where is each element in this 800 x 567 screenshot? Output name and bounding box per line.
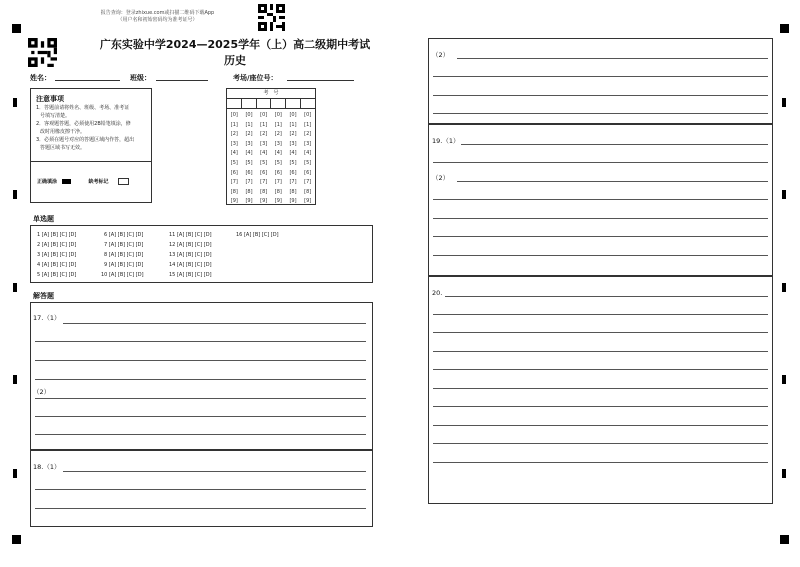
mc-section-title: 单选题 [33, 215, 54, 223]
answer-line[interactable] [433, 95, 768, 96]
answer-line[interactable] [433, 351, 768, 352]
legend [37, 178, 129, 185]
corner-mark [780, 24, 789, 33]
mc-question[interactable]: 5 [A] [B] [C] [D] [37, 272, 77, 278]
digit-column[interactable]: [0] [1] [2] [3] [4] [5] [6] [7] [8] [9] [260, 112, 268, 205]
q17-part1-label: 17.（1） [33, 314, 61, 322]
notice-item: 2．客观题答题，必须使用2B铅笔填涂，修 [36, 121, 131, 127]
mc-question[interactable]: 15 [A] [B] [C] [D] [169, 272, 212, 278]
mc-question[interactable]: 1 [A] [B] [C] [D] [37, 232, 77, 238]
answer-line[interactable] [433, 332, 768, 333]
exam-number-write-row [227, 99, 315, 109]
exam-number-cell[interactable] [227, 99, 242, 108]
answer-line[interactable] [63, 323, 366, 324]
answer-line[interactable] [35, 398, 366, 399]
answer-line[interactable] [35, 360, 366, 361]
exam-number-grid [226, 88, 316, 205]
timing-mark [782, 283, 786, 292]
qr-code-icon [258, 4, 285, 31]
exam-number-title: 考 号 [227, 89, 315, 99]
answer-line[interactable] [35, 341, 366, 342]
mc-question[interactable]: 6 [A] [B] [C] [D] [104, 232, 144, 238]
answer-line[interactable] [433, 388, 768, 389]
timing-mark [13, 190, 17, 199]
mc-question[interactable]: 4 [A] [B] [C] [D] [37, 262, 77, 268]
q18-part2-label: （2） [432, 51, 450, 59]
timing-mark [782, 190, 786, 199]
answer-line[interactable] [433, 406, 768, 407]
digit-column[interactable]: [0] [1] [2] [3] [4] [5] [6] [7] [8] [9] [245, 112, 253, 205]
page-title: 广东实验中学2024—2025学年（上）高二级期中考试 [99, 38, 371, 51]
exam-number-cell[interactable] [257, 99, 272, 108]
mc-box [30, 225, 373, 283]
notice-item: 3．必须在题号对应的答题区域内作答，超出 [36, 137, 135, 143]
q18-part1-label: 18.（1） [33, 463, 61, 471]
exam-number-cell[interactable] [271, 99, 286, 108]
answer-line[interactable] [433, 443, 768, 444]
report-notice [60, 10, 255, 24]
notice-item: 1．答题前请将姓名、班级、考场、准考证 [36, 105, 130, 111]
timing-mark [782, 98, 786, 107]
timing-mark [13, 98, 17, 107]
answer-line[interactable] [433, 113, 768, 114]
answer-line[interactable] [35, 434, 366, 435]
exam-number-cell[interactable] [242, 99, 257, 108]
correct-fill-label: 正确填涂 [37, 179, 58, 185]
mc-question[interactable]: 3 [A] [B] [C] [D] [37, 252, 77, 258]
digit-column[interactable]: [0] [1] [2] [3] [4] [5] [6] [7] [8] [9] [230, 112, 238, 205]
mc-question[interactable]: 16 [A] [B] [C] [D] [236, 232, 279, 238]
answer-line[interactable] [433, 462, 768, 463]
answer-line[interactable] [433, 255, 768, 256]
digit-column[interactable]: [0] [1] [2] [3] [4] [5] [6] [7] [8] [9] [289, 112, 297, 205]
notice-item: 答题区域书写无效。 [40, 145, 86, 151]
correct-fill-swatch [62, 179, 71, 184]
answer-line[interactable] [433, 76, 768, 77]
essay-section-title: 解答题 [33, 292, 54, 300]
answer-line[interactable] [433, 236, 768, 237]
mc-question[interactable]: 10 [A] [B] [C] [D] [101, 272, 144, 278]
q20-label: 20. [432, 289, 443, 297]
answer-line[interactable] [35, 508, 366, 509]
timing-mark [13, 469, 17, 478]
corner-mark [12, 535, 21, 544]
answer-line[interactable] [35, 379, 366, 380]
exam-number-digits [227, 109, 315, 207]
q19-part2-label: （2） [432, 174, 450, 182]
qr-code-icon [28, 38, 57, 67]
class-field[interactable] [156, 80, 208, 81]
mc-question[interactable]: 8 [A] [B] [C] [D] [104, 252, 144, 258]
notice-title: 注意事项 [36, 95, 64, 103]
answer-line[interactable] [457, 181, 768, 182]
notice-box [30, 88, 152, 203]
answer-line[interactable] [433, 199, 768, 200]
mc-question[interactable]: 12 [A] [B] [C] [D] [169, 242, 212, 248]
q17-part2-label: （2） [33, 388, 51, 396]
mc-question[interactable]: 14 [A] [B] [C] [D] [169, 262, 212, 268]
mc-question[interactable]: 2 [A] [B] [C] [D] [37, 242, 77, 248]
mc-question[interactable]: 9 [A] [B] [C] [D] [104, 262, 144, 268]
corner-mark [780, 535, 789, 544]
answer-line[interactable] [433, 425, 768, 426]
subject-title: 历史 [224, 54, 246, 67]
answer-box-q20 [428, 276, 773, 504]
answer-line[interactable] [457, 58, 768, 59]
mc-question[interactable]: 13 [A] [B] [C] [D] [169, 252, 212, 258]
answer-line[interactable] [433, 369, 768, 370]
exam-number-cell[interactable] [301, 99, 315, 108]
exam-number-cell[interactable] [286, 99, 301, 108]
report-notice-line1: 报告查询：登录zhixue.com或扫描二维码下载App [100, 10, 215, 16]
answer-box-q18 [30, 450, 373, 527]
mc-question[interactable]: 7 [A] [B] [C] [D] [104, 242, 144, 248]
answer-line[interactable] [35, 416, 366, 417]
class-label: 班级： [130, 74, 151, 82]
answer-line[interactable] [35, 489, 366, 490]
seat-field[interactable] [287, 80, 354, 81]
answer-line[interactable] [433, 314, 768, 315]
q19-part1-label: 19.（1） [432, 137, 460, 145]
timing-mark [13, 375, 17, 384]
timing-mark [13, 283, 17, 292]
answer-line[interactable] [461, 144, 768, 145]
notice-item: 改时用橡皮擦干净。 [40, 129, 86, 135]
report-notice-line2: （用户名和初始密码均为准考证号） [117, 17, 198, 23]
answer-box-q18-part2 [428, 38, 773, 124]
notice-divider [31, 161, 151, 162]
answer-line[interactable] [433, 218, 768, 219]
name-label: 姓名： [30, 74, 51, 82]
corner-mark [12, 24, 21, 33]
name-field[interactable] [55, 80, 120, 81]
answer-box-q17 [30, 302, 373, 450]
absent-mark-box[interactable] [118, 178, 129, 185]
seat-label: 考场/座位号： [233, 74, 278, 82]
absent-mark-label: 缺考标记 [88, 179, 109, 185]
answer-line[interactable] [433, 162, 768, 163]
notice-list [36, 104, 150, 152]
answer-line[interactable] [63, 471, 366, 472]
notice-item: 号填写清楚。 [40, 113, 71, 119]
answer-line[interactable] [445, 296, 768, 297]
timing-mark [782, 375, 786, 384]
mc-question[interactable]: 11 [A] [B] [C] [D] [169, 232, 212, 238]
digit-column[interactable]: [0] [1] [2] [3] [4] [5] [6] [7] [8] [9] [304, 112, 312, 205]
digit-column[interactable]: [0] [1] [2] [3] [4] [5] [6] [7] [8] [9] [274, 112, 282, 205]
timing-mark [782, 469, 786, 478]
answer-box-q19 [428, 124, 773, 276]
